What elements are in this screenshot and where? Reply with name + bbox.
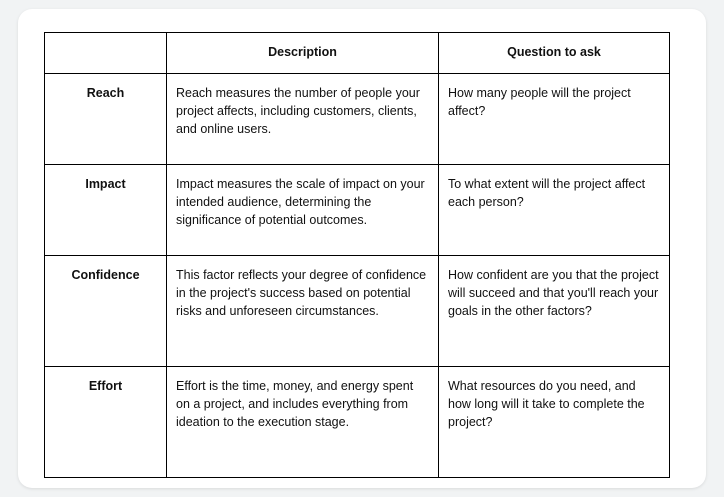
table-container [44,32,669,478]
row-question-reach: How many people will the project affect? [439,74,670,165]
row-description-reach: Reach measures the number of people your project affects, including customers, clients, and online users. [167,74,439,165]
row-label-impact: Impact [45,165,167,256]
table-row [45,74,670,165]
row-question-impact: To what extent will the project affect each person? [439,165,670,256]
document-card [18,9,706,488]
row-description-impact: Impact measures the scale of impact on your intended audience, determining the significance of potential outcomes. [167,165,439,256]
row-description-confidence: This factor reflects your degree of confidence in the project's success based on potential risks and unforeseen circumstances. [167,256,439,367]
row-label-reach: Reach [45,74,167,165]
row-question-confidence: How confident are you that the project will succeed and that you'll reach your goals in the other factors? [439,256,670,367]
table-header [45,33,670,74]
row-question-effort: What resources do you need, and how long will it take to complete the project? [439,367,670,478]
column-header-description: Description [167,33,439,74]
row-label-confidence: Confidence [45,256,167,367]
table-body [45,74,670,478]
row-description-effort: Effort is the time, money, and energy spent on a project, and includes everything from ideation to the execution stage. [167,367,439,478]
column-header-question: Question to ask [439,33,670,74]
table-row [45,165,670,256]
table-row [45,367,670,478]
column-header-blank [45,33,167,74]
table-row [45,256,670,367]
row-label-effort: Effort [45,367,167,478]
rice-framework-table [44,32,670,478]
table-header-row [45,33,670,74]
